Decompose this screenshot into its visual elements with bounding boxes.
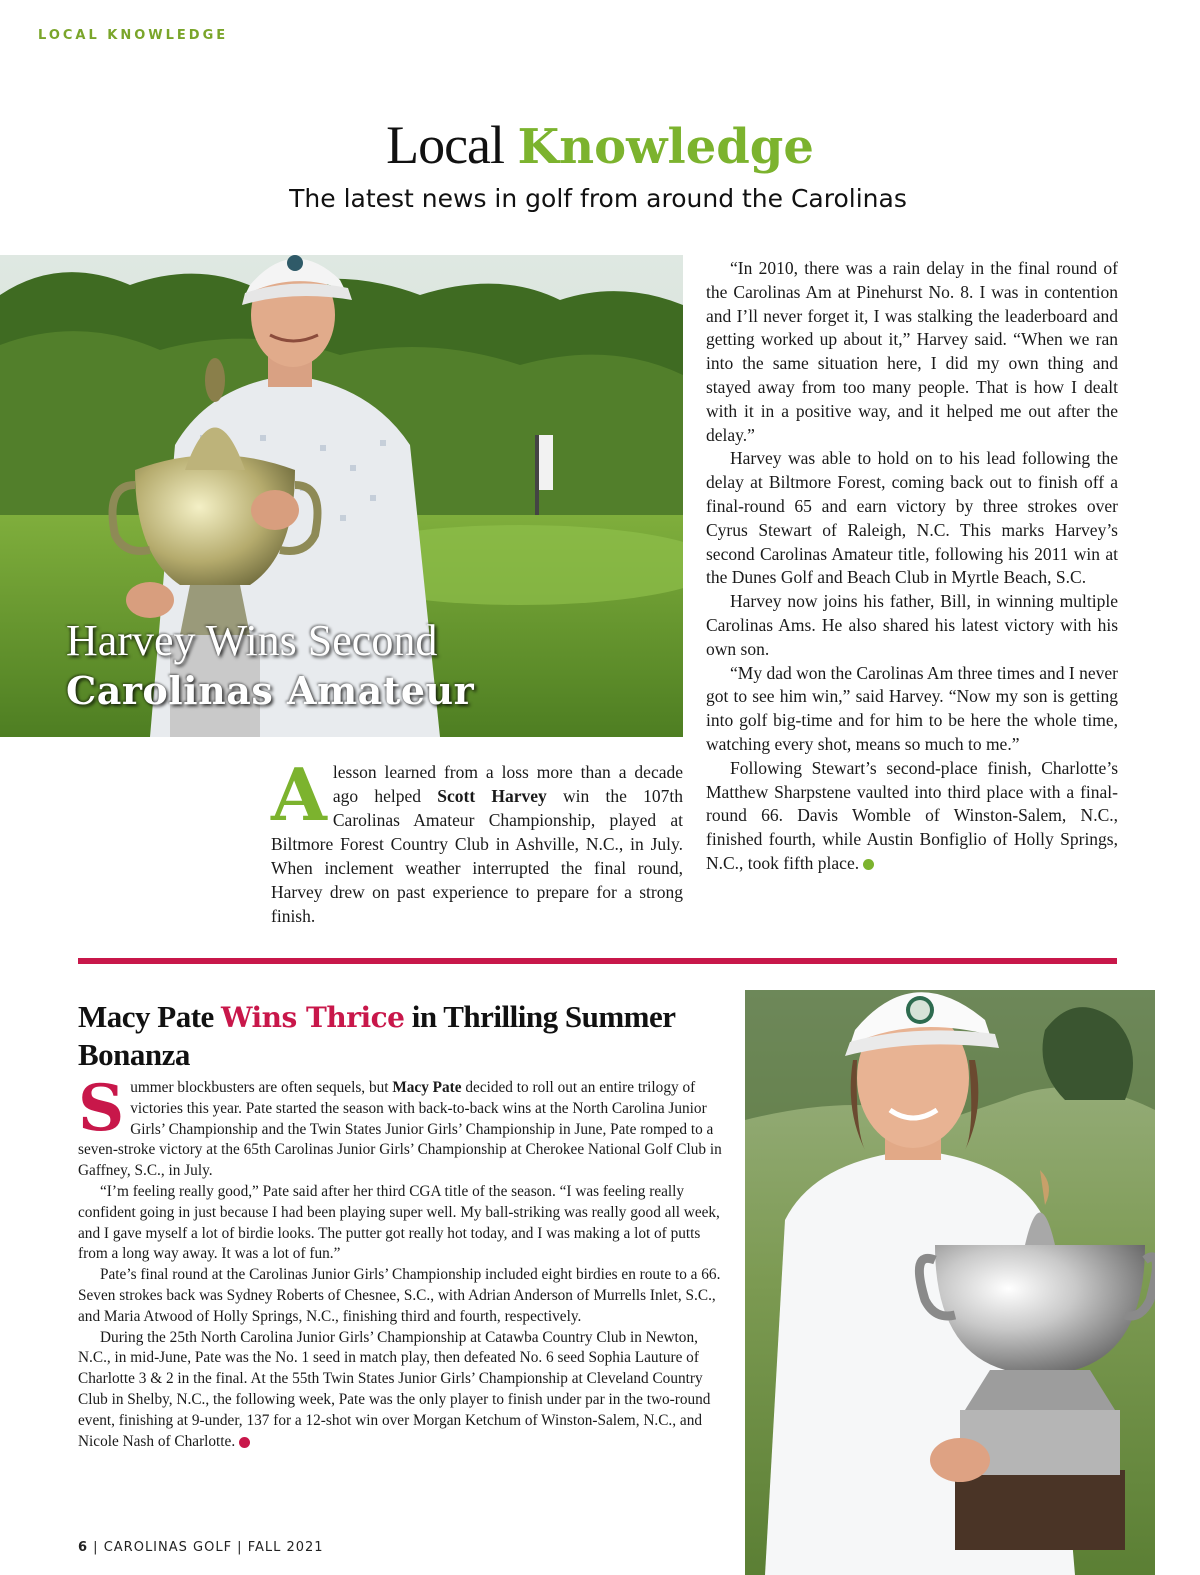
story2-body [78,1071,730,1452]
page-title [0,112,1200,180]
story2-lead-name: Macy Pate [392,1079,462,1096]
story1-lead-column [271,752,683,928]
green-end-mark-icon [863,859,874,870]
story2-dropcap: S [78,1071,125,1146]
page-subtitle: The latest news in golf from around the Carolinas [289,184,907,213]
story2-headline [78,998,728,1073]
pate-photo [745,990,1155,1575]
story2-paragraph: “I’m feeling really good,” Pate said after her third CGA title of the season. “I was feeling really confident going in just because I had been playing super well. My ball-striking was really good all week, and I gave myself a lot of birdie looks. The putter got really hot today, and I was making a lot of putts from a long way away. It was a lot of fun.” [78,1182,720,1263]
title-light: Local [386,115,505,175]
story1-headline-line1: Harvey Wins Second [66,616,438,665]
story2-paragraph-last [78,1328,730,1453]
story1-headline [66,616,666,716]
story1-right-column [706,257,1118,876]
page-footer: 6 | CAROLINAS GOLF | FALL 2021 [78,1540,324,1555]
story2-lead-paragraph [78,1071,730,1182]
story1-paragraph: Harvey now joins his father, Bill, in winning multiple Carolinas Ams. He also shared his latest victory with his own son. [706,591,1118,659]
story2-lead-text-rest: decided to roll out an entire trilogy of victories this year. Pate started the season with back-to-back wins at the North Carolina Junior Girls’ Championship and the Twin States Junior Girls’ Championship in June, Pate romped to a seven-stroke victory at the 65th Carolinas Junior Girls’ Championship at Cherokee National Golf Club in Gaffney, S.C., in July. [78,1079,722,1180]
story1-lead-paragraph [271,752,683,928]
story1-lead-name: Scott Harvey [437,786,547,806]
story2-title-accent: Wins Thrice [221,1001,405,1034]
story2-last-text: During the 25th North Carolina Junior Girls’ Championship at Catawba Country Club in Newton, N.C., in mid-June, Pate was the No. 1 seed in match play, then defeated No. 6 seed Sophia Lauture of Charlotte 3 & 2 in the final. At the 55th Twin States Junior Girls’ Championship at Cleveland Country Club in Shelby, N.C., the following week, Pate was the only player to finish under par in the two-round event, finishing at 9-under, 137 for a 12-shot win over Morgan Ketchum of Winston-Salem, N.C., and Nicole Nash of Charlotte. [78,1328,711,1450]
story2-paragraph: Pate’s final round at the Carolinas Junior Girls’ Championship included eight birdies en route to a 66. Seven strokes back was Sydney Roberts of Chesnee, S.C., with Adrian Anderson of Murrells Inlet, S.C., and Maria Atwood of Holly Springs, N.C., finishing third and fourth, respectively. [78,1266,721,1325]
story1-dropcap: A [271,752,327,837]
story1-paragraph-last [706,757,1118,876]
story1-lead-text-rest: win the 107th Carolinas Amateur Championship, played at Biltmore Forest Country Club in Ashville, N.C., in July. When inclement weather interrupted the final round, Harvey drew on past experience to prepare for a strong finish. [271,786,683,926]
story2-lead-text: ummer blockbusters are often sequels, but [130,1079,393,1096]
red-end-mark-icon [239,1437,250,1448]
story1-lead-text: lesson learned from a loss more than a decade ago helped [332,762,683,806]
story1-last-text: Following Stewart’s second-place finish, Charlotte’s Matthew Sharpstene vaulted into third place with a final-round 66. Davis Womble of Winston-Salem, N.C., finished fourth, while Austin Bonfiglio of Holly Springs, N.C., took fifth place. [706,757,1118,873]
story2-title-post: in Thrilling Summer Bonanza [78,999,675,1072]
magazine-name: CAROLINAS GOLF [103,1540,233,1555]
story1-paragraph: “My dad won the Carolinas Am three times and I never got to see him win,” said Harvey. “Now my son is getting into golf big-time and for him to be here the whole time, watching every shot, means so much to me.” [706,662,1118,754]
issue-date: FALL 2021 [247,1540,324,1555]
page-number: 6 [78,1540,89,1555]
title-bold: Knowledge [517,119,814,175]
story1-paragraph: Harvey was able to hold on to his lead following the delay at Biltmore Forest, coming back out to finish off a final-round 65 and earn victory by three strokes over Cyrus Stewart of Raleigh, N.C. This marks Harvey’s second Carolinas Amateur title, following his 2011 win at the Dunes Golf and Beach Club in Myrtle Beach, S.C. [706,448,1118,588]
section-tag: LOCAL KNOWLEDGE [38,28,229,43]
section-divider [78,958,1117,964]
story2-title-pre: Macy Pate [78,999,222,1034]
story1-headline-line2: Carolinas Amateur [66,668,475,713]
story1-paragraph: “In 2010, there was a rain delay in the final round of the Carolinas Am at Pinehurst No. 8. I was in contention and I’ll never forget it, I was stalking the leaderboard and getting worked up about it,” Harvey said. “When we ran into the same situation here, I did my own thing and stayed away from too many people. That is how I dealt with it in a positive way, and it helped me out after the delay.” [706,258,1118,445]
